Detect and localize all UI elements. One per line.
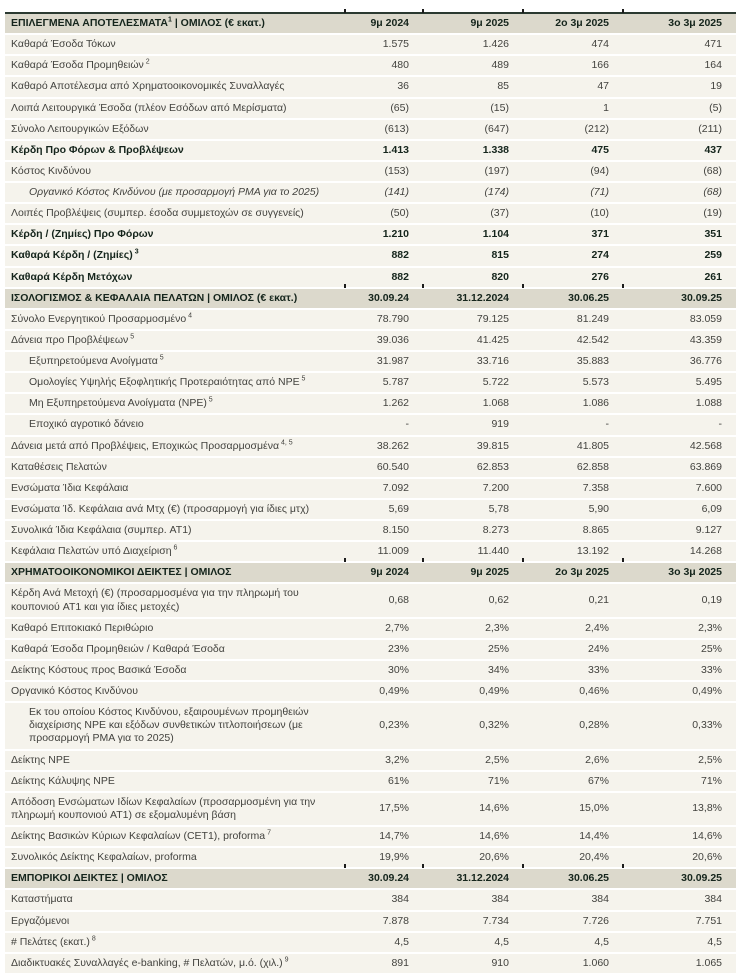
cell-value: 0,23% [345,702,423,749]
table-row [5,847,736,868]
table-row [5,932,736,953]
cell-value: 1.068 [423,393,523,414]
cell-value: 474 [523,34,623,55]
cell-value: 63.869 [623,457,736,478]
cell-value: (5) [623,98,736,119]
cell-value: 24% [523,639,623,660]
row-label: Κόστος Κινδύνου [5,161,345,182]
row-label: Καθαρά Έσοδα Προμηθειών $^2$ [5,55,345,76]
cell-value: 14,4% [523,826,623,847]
cell-value: 1.104 [423,224,523,245]
table-row [5,98,736,119]
section-header-row-3 [5,868,736,889]
row-label: Οργανικό Κόστος Κινδύνου [5,681,345,702]
cell-value: 3,2% [345,750,423,771]
cell-value: 71% [623,771,736,792]
table-row [5,203,736,224]
cell-value: 5.722 [423,372,523,393]
cell-value: 81.249 [523,309,623,330]
cell-value: 1.426 [423,34,523,55]
table-row [5,702,736,749]
cell-value: (613) [345,119,423,140]
cell-value: 882 [345,267,423,288]
table-row [5,618,736,639]
cell-value: 60.540 [345,457,423,478]
cell-value: 0,46% [523,681,623,702]
cell-value: 2,3% [423,618,523,639]
row-label: Μη Εξυπηρετούμενα Ανοίγματα (NPE) $^5$ [5,393,345,414]
table-row [5,76,736,97]
table-row [5,245,736,266]
row-label: Εκ του οποίου Κόστος Κινδύνου, εξαιρουμένων προμηθειών διαχείρισης NPE και εξόδων συνθετικών τιτλοποιήσεων (με προσαρμογή PMA για το 2025) [5,702,345,749]
cell-value: 5.573 [523,372,623,393]
cell-value: 2,5% [423,750,523,771]
cell-value: 475 [523,140,623,161]
cell-value: 14.268 [623,541,736,562]
row-label: Καθαρό Επιτοκιακό Περιθώριο [5,618,345,639]
cell-value: 33% [523,660,623,681]
cell-value: 164 [623,55,736,76]
cell-value: 1.338 [423,140,523,161]
cell-value: (15) [423,98,523,119]
row-label: Εργαζόμενοι [5,911,345,932]
cell-value: 19 [623,76,736,97]
row-label: # Πελάτες (εκατ.) $^8$ [5,932,345,953]
row-label: Δείκτης NPE [5,750,345,771]
cell-value: 1.086 [523,393,623,414]
cell-value: 7.751 [623,911,736,932]
cell-value: 371 [523,224,623,245]
cell-value: - [623,414,736,435]
section-header-row-0 [5,13,736,34]
cell-value: 33.716 [423,351,523,372]
cell-value: - [345,414,423,435]
cell-value: 14,6% [423,792,523,826]
cell-value: 1.210 [345,224,423,245]
cell-value: 7.200 [423,478,523,499]
row-label: Καθαρά Κέρδη Μετόχων [5,267,345,288]
cell-value: 0,68 [345,583,423,617]
cell-value: 1.065 [623,953,736,974]
cell-value: 42.568 [623,436,736,457]
cell-value: 13.192 [523,541,623,562]
table-row [5,953,736,974]
cell-value: 35.883 [523,351,623,372]
cell-value: (10) [523,203,623,224]
table-row [5,182,736,203]
column-header: 3ο 3μ 2025 [623,562,736,583]
cell-value: 11.440 [423,541,523,562]
column-header: 30.09.25 [623,868,736,889]
row-label: Κεφάλαια Πελατών υπό Διαχείριση $^6$ [5,541,345,562]
cell-value: 1.262 [345,393,423,414]
cell-value: 5,69 [345,499,423,520]
cell-value: 480 [345,55,423,76]
column-header: 2ο 3μ 2025 [523,13,623,34]
cell-value: (141) [345,182,423,203]
cell-value: 41.805 [523,436,623,457]
row-label: Οργανικό Κόστος Κινδύνου (με προσαρμογή PMA για το 2025) [5,182,345,203]
row-label: Καθαρά Κέρδη / (Ζημίες) $^3$ [5,245,345,266]
cell-value: 910 [423,953,523,974]
cell-value: 79.125 [423,309,523,330]
cell-value: 7.726 [523,911,623,932]
cell-value: 31.987 [345,351,423,372]
column-header: 2ο 3μ 2025 [523,562,623,583]
cell-value: 6,09 [623,499,736,520]
column-header: 31.12.2024 [423,288,523,309]
cell-value: 4,5 [423,932,523,953]
cell-value: 7.092 [345,478,423,499]
table-row [5,161,736,182]
table-row [5,372,736,393]
cell-value: (68) [623,161,736,182]
cell-value: (65) [345,98,423,119]
cell-value: - [523,414,623,435]
cell-value: 30% [345,660,423,681]
row-label: Συνολικός Δείκτης Κεφαλαίων, proforma [5,847,345,868]
table-row [5,889,736,910]
row-label: Καθαρά Έσοδα Τόκων [5,34,345,55]
cell-value: 33% [623,660,736,681]
cell-value: 8.865 [523,520,623,541]
row-label: Κέρδη Ανά Μετοχή (€) (προσαρμοσμένα για την πληρωμή του κουπονιού AT1 και για ίδιες μετοχές) [5,583,345,617]
cell-value: 2,4% [523,618,623,639]
cell-value: 0,19 [623,583,736,617]
cell-value: 0,33% [623,702,736,749]
cell-value: 5.495 [623,372,736,393]
cell-value: 34% [423,660,523,681]
cell-value: 2,7% [345,618,423,639]
cell-value: 23% [345,639,423,660]
cell-value: 0,62 [423,583,523,617]
cell-value: 83.059 [623,309,736,330]
table-row [5,393,736,414]
row-label: Καταθέσεις Πελατών [5,457,345,478]
cell-value: 5,90 [523,499,623,520]
cell-value: 384 [423,889,523,910]
cell-value: 17,5% [345,792,423,826]
table-row [5,119,736,140]
section-header-row-2 [5,562,736,583]
cell-value: 2,3% [623,618,736,639]
cell-value: 4,5 [345,932,423,953]
column-header: 9μ 2024 [345,13,423,34]
table-row [5,267,736,288]
row-label: Δείκτης Κάλυψης NPE [5,771,345,792]
row-label: Καθαρά Έσοδα Προμηθειών / Καθαρά Έσοδα [5,639,345,660]
table-row [5,750,736,771]
table-row [5,330,736,351]
table-row [5,499,736,520]
table-row [5,520,736,541]
column-header: 30.06.25 [523,288,623,309]
table-row [5,826,736,847]
cell-value: 384 [623,889,736,910]
cell-value: 0,49% [345,681,423,702]
row-label: Καθαρό Αποτέλεσμα από Χρηματοοικονομικές Συναλλαγές [5,76,345,97]
cell-value: 36 [345,76,423,97]
cell-value: 20,6% [623,847,736,868]
row-label: Λοιπές Προβλέψεις (συμπερ. έσοδα συμμετοχών σε συγγενείς) [5,203,345,224]
table-row [5,541,736,562]
cell-value: 7.734 [423,911,523,932]
cell-value: 820 [423,267,523,288]
row-label: Καταστήματα [5,889,345,910]
row-label: Κέρδη / (Ζημίες) Προ Φόρων [5,224,345,245]
row-label: Κέρδη Προ Φόρων & Προβλέψεων [5,140,345,161]
column-header: 9μ 2024 [345,562,423,583]
cell-value: 7.600 [623,478,736,499]
row-label: Ενσώματα Ίδ. Κεφάλαια ανά Μτχ (€) (προσαρμογή για ίδιες μτχ) [5,499,345,520]
table-row [5,224,736,245]
cell-value: 14,6% [423,826,523,847]
table-row [5,681,736,702]
cell-value: 15,0% [523,792,623,826]
table-row [5,34,736,55]
cell-value: 5,78 [423,499,523,520]
cell-value: 351 [623,224,736,245]
table-row [5,478,736,499]
cell-value: 67% [523,771,623,792]
cell-value: 7.878 [345,911,423,932]
column-header: 30.06.25 [523,868,623,889]
section-header-row-1 [5,288,736,309]
cell-value: 47 [523,76,623,97]
cell-value: 71% [423,771,523,792]
cell-value: 0,49% [623,681,736,702]
cell-value: 1 [523,98,623,119]
cell-value: 8.273 [423,520,523,541]
row-label: Ομολογίες Υψηλής Εξοφλητικής Προτεραιότητας από NPE $^5$ [5,372,345,393]
table-row [5,140,736,161]
cell-value: 261 [623,267,736,288]
table-row [5,911,736,932]
cell-value: 62.853 [423,457,523,478]
table-row [5,583,736,617]
table-row [5,55,736,76]
cell-value: 471 [623,34,736,55]
table-row [5,436,736,457]
row-label: Εποχικό αγροτικό δάνειο [5,414,345,435]
cell-value: 384 [523,889,623,910]
cell-value: 0,49% [423,681,523,702]
cell-value: 4,5 [523,932,623,953]
cell-value: 384 [345,889,423,910]
cell-value: 20,4% [523,847,623,868]
row-label: Σύνολο Ενεργητικού Προσαρμοσμένο $^4$ [5,309,345,330]
cell-value: 41.425 [423,330,523,351]
row-label: Δάνεια μετά από Προβλέψεις, Εποχικώς Προσαρμοσμένα $^{4, 5}$ [5,436,345,457]
cell-value: 0,21 [523,583,623,617]
cell-value: 891 [345,953,423,974]
cell-value: 276 [523,267,623,288]
cell-value: 5.787 [345,372,423,393]
row-label: Δείκτης Κόστους προς Βασικά Έσοδα [5,660,345,681]
column-header: 31.12.2024 [423,868,523,889]
cell-value: 14,6% [623,826,736,847]
row-label: Σύνολο Λειτουργικών Εξόδων [5,119,345,140]
cell-value: 882 [345,245,423,266]
row-label: Εξυπηρετούμενα Ανοίγματα $^5$ [5,351,345,372]
cell-value: (211) [623,119,736,140]
column-header: 30.09.24 [345,288,423,309]
column-header: 9μ 2025 [423,13,523,34]
section-title: ΕΜΠΟΡΙΚΟΙ ΔΕΙΚΤΕΣ | ΟΜΙΛΟΣ [5,868,345,889]
table-row [5,351,736,372]
cell-value: 919 [423,414,523,435]
cell-value: 14,7% [345,826,423,847]
table-row [5,639,736,660]
cell-value: 489 [423,55,523,76]
cell-value: 20,6% [423,847,523,868]
cell-value: 36.776 [623,351,736,372]
row-label: Διαδικτυακές Συναλλαγές e-banking, # Πελατών, μ.ό. (χιλ.) $^9$ [5,953,345,974]
cell-value: 0,32% [423,702,523,749]
cell-value: (94) [523,161,623,182]
table-row [5,660,736,681]
column-header: 3ο 3μ 2025 [623,13,736,34]
cell-value: 61% [345,771,423,792]
cell-value: (19) [623,203,736,224]
cell-value: 13,8% [623,792,736,826]
cell-value: 0,28% [523,702,623,749]
table-row [5,309,736,330]
cell-value: 42.542 [523,330,623,351]
group-results-table [5,12,736,975]
cell-value: (37) [423,203,523,224]
cell-value: 11.009 [345,541,423,562]
section-title: ΕΠΙΛΕΓΜΕΝΑ ΑΠΟΤΕΛΕΣΜΑΤΑ$^1$ | ΟΜΙΛΟΣ (€ εκατ.) [5,13,345,34]
table-row [5,414,736,435]
cell-value: 2,5% [623,750,736,771]
cell-value: 1.575 [345,34,423,55]
cell-value: (71) [523,182,623,203]
cell-value: (647) [423,119,523,140]
cell-value: 815 [423,245,523,266]
cell-value: 1.088 [623,393,736,414]
column-header: 9μ 2025 [423,562,523,583]
cell-value: 259 [623,245,736,266]
table-row [5,771,736,792]
cell-value: 25% [623,639,736,660]
cell-value: 2,6% [523,750,623,771]
cell-value: (50) [345,203,423,224]
cell-value: 8.150 [345,520,423,541]
cell-value: (197) [423,161,523,182]
cell-value: 39.036 [345,330,423,351]
cell-value: 274 [523,245,623,266]
section-title: ΙΣΟΛΟΓΙΣΜΟΣ & ΚΕΦΑΛΑΙΑ ΠΕΛΑΤΩΝ | ΟΜΙΛΟΣ (€ εκατ.) [5,288,345,309]
column-header: 30.09.25 [623,288,736,309]
row-label: Ενσώματα Ίδια Κεφάλαια [5,478,345,499]
row-label: Δάνεια προ Προβλέψεων $^5$ [5,330,345,351]
column-header: 30.09.24 [345,868,423,889]
cell-value: 166 [523,55,623,76]
table-row [5,457,736,478]
cell-value: 25% [423,639,523,660]
cell-value: 19,9% [345,847,423,868]
row-label: Λοιπά Λειτουργικά Έσοδα (πλέον Εσόδων από Μερίσματα) [5,98,345,119]
cell-value: 9.127 [623,520,736,541]
cell-value: 85 [423,76,523,97]
cell-value: 4,5 [623,932,736,953]
table-row [5,792,736,826]
cell-value: 43.359 [623,330,736,351]
row-label: Δείκτης Βασικών Κύριων Κεφαλαίων (CET1), proforma $^7$ [5,826,345,847]
row-label: Συνολικά Ίδια Κεφάλαια (συμπερ. AT1) [5,520,345,541]
cell-value: 437 [623,140,736,161]
cell-value: (153) [345,161,423,182]
cell-value: (212) [523,119,623,140]
section-title: ΧΡΗΜΑΤΟΟΙΚΟΝΟΜΙΚΟΙ ΔΕΙΚΤΕΣ | ΟΜΙΛΟΣ [5,562,345,583]
cell-value: 38.262 [345,436,423,457]
cell-value: 78.790 [345,309,423,330]
cell-value: 7.358 [523,478,623,499]
cell-value: 1.060 [523,953,623,974]
cell-value: (174) [423,182,523,203]
row-label: Απόδοση Ενσώματων Ιδίων Κεφαλαίων (προσαρμοσμένη για την πληρωμή κουπονιού AT1) σε εξομαλυμένη βάση [5,792,345,826]
cell-value: 39.815 [423,436,523,457]
cell-value: (68) [623,182,736,203]
cell-value: 62.858 [523,457,623,478]
cell-value: 1.413 [345,140,423,161]
